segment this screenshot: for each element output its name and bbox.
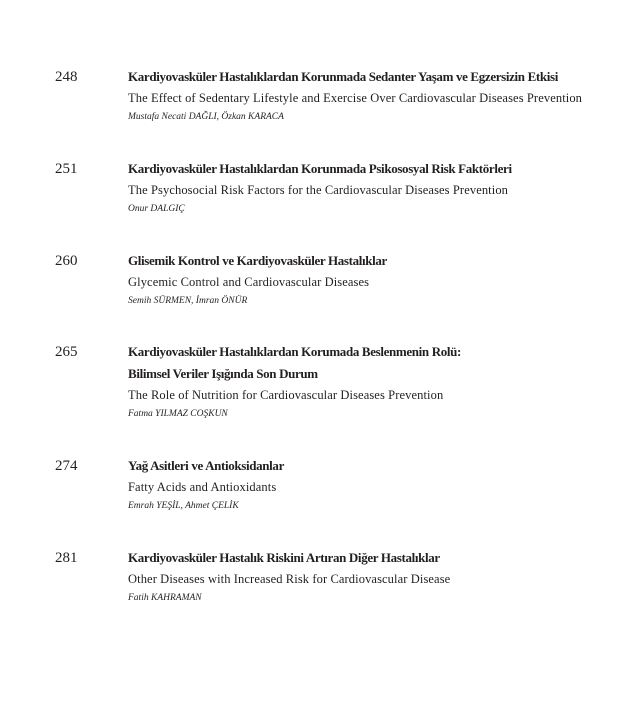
page-number: 248	[55, 69, 78, 85]
entry-body	[128, 343, 638, 423]
chapter-title-english: The Role of Nutrition for Cardiovascular Diseases Prevention	[128, 388, 444, 402]
chapter-title-english: The Effect of Sedentary Lifestyle and Exercise Over Cardiovascular Diseases Prevention	[128, 91, 583, 105]
page-number: 260	[55, 253, 78, 269]
chapter-authors: Fatih KAHRAMAN	[128, 593, 202, 603]
chapter-title-turkish: Kardiyovasküler Hastalıklardan Korunmada Psikososyal Risk Faktörleri	[128, 161, 512, 176]
chapter-title-english: Other Diseases with Increased Risk for Cardiovascular Disease	[128, 572, 451, 586]
chapter-authors: Semih SÜRMEN, İmran ÖNÜR	[128, 296, 248, 306]
chapter-authors: Mustafa Necati DAĞLI, Özkan KARACA	[128, 112, 284, 122]
entry-body	[128, 549, 638, 607]
chapter-title-turkish: Kardiyovasküler Hastalıklardan Korunmada Sedanter Yaşam ve Egzersizin Etkisi	[128, 69, 559, 84]
chapter-title-english: The Psychosocial Risk Factors for the Cardiovascular Diseases Prevention	[128, 183, 509, 197]
entry-body	[128, 68, 638, 126]
entry-body	[128, 252, 638, 310]
chapter-title-turkish: Glisemik Kontrol ve Kardiyovasküler Hastalıklar	[128, 253, 387, 268]
chapter-title-turkish: Kardiyovasküler Hastalık Riskini Artıran Diğer Hastalıklar	[128, 550, 440, 565]
chapter-title-english: Glycemic Control and Cardiovascular Diseases	[128, 275, 370, 289]
chapter-authors: Fatma YILMAZ COŞKUN	[128, 409, 228, 419]
page-number: 281	[55, 550, 78, 566]
entry-body	[128, 457, 638, 515]
page-number: 251	[55, 161, 78, 177]
chapter-authors: Onur DALGIÇ	[128, 204, 185, 214]
chapter-title-turkish-line-2: Bilimsel Veriler Işığında Son Durum	[128, 366, 318, 381]
page-number: 274	[55, 458, 78, 474]
chapter-title-turkish-line-1: Kardiyovasküler Hastalıklardan Korumada Beslenmenin Rolü:	[128, 344, 462, 359]
chapter-title-turkish: Yağ Asitleri ve Antioksidanlar	[128, 458, 284, 473]
entry-body	[128, 160, 638, 218]
page-number: 265	[55, 344, 78, 360]
chapter-title-english: Fatty Acids and Antioxidants	[128, 480, 277, 494]
chapter-authors: Emrah YEŞİL, Ahmet ÇELİK	[128, 501, 239, 511]
